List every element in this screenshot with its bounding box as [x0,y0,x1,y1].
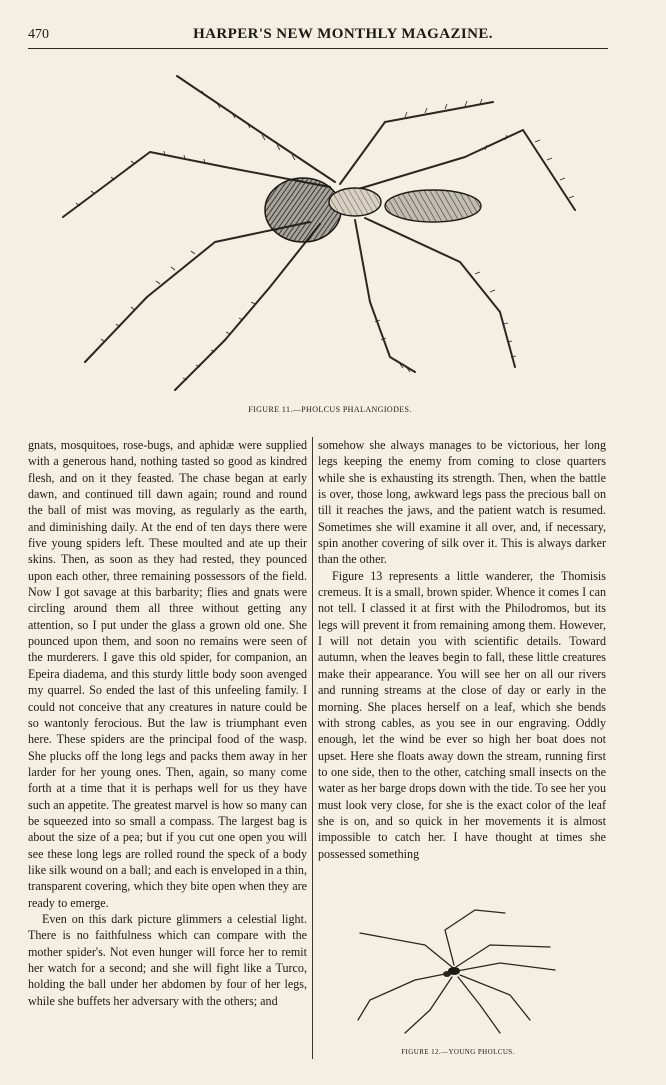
running-head: HARPER'S NEW MONTHLY MAGAZINE. [193,26,493,42]
right-text-column [318,437,606,899]
left-paragraph-1: gnats, mosquitoes, rose-bugs, and aphidæ were supplied with a generous hand, nothing tasted so good as kindred flesh, and on it they feasted. The chase began at early dawn, and continued till dawn again; round and round the ball of mist was moving, as regularly as the earth, and diminishing daily. At the end of ten days there were five young spiders left. These moulted and ate up their skins. Then, as soon as they had rested, they pounced upon each other, three remaining possessors of the field. Now I got savage at this barbarity; flies and gnats were circling around them all three without getting any attention, so I put under the glass a grown old one. She pounced upon them, and soon no remains were seen of the murderers. I gave this old spider, for companion, an Epeira diadema, and this sturdy little body soon avenged my quarrel. So ended the last of this unfeeling family. I could not conceive that any creatures in nature could be so wantonly ferocious. But the law is triumphant even here. These spiders are the principal food of the wasp. She plucks off the long legs and packs them away in her larder for her young ones. Then, again, so many come forth at a time that it is perhaps well for us they have such an appetite. The greatest marvel is how so many can be squeezed into so small a compass. The largest bag is about the size of a pea; but if you cut one open you will see these long legs are rolled round the speck of a body like silk wound on a ball; and each is enveloped in a thin, transparent covering, which they bite open when they are ready to emerge. [28,438,307,910]
figure-11-caption: FIGURE 11.—PHOLCUS PHALANGIODES. [248,405,412,414]
left-paragraph-2: Even on this dark picture glimmers a celestial light. There is no faithfulness which can compare with the mother spider's. Not even hunger will force her to remit her watch for a second; and she will fight like a Turco, holding the ball under her abdomen by four of her legs, while she buffets her adversary with the others; and [28,911,307,1008]
column-divider [312,437,313,1059]
young-pholcus-engraving [350,905,560,1035]
page-number: 470 [28,27,49,42]
figure-11-illustration [55,72,585,397]
figure-12-caption: FIGURE 12.—YOUNG PHOLCUS. [401,1048,515,1056]
right-paragraph-2: Figure 13 represents a little wanderer, the Thomisis cremeus. It is a small, brown spider. Whence it comes I can not tell. I classed it at first with the Philodromos, but its legs will prevent it from remaining among them. However, I will not detain you with scientific details. Toward autumn, when the leaves begin to fall, these little creatures make their appearance. You will see her on all our rivers and running streams at the close of day or early in the morning. She places herself on a leaf, which she bends with strong cables, as you see in our engraving. Oddly enough, let the wind be ever so high her boat does not upset. Here she floats away down the stream, running first to one side, then to the other, catching small insects on the water as her barge drops down with the tide. To see her you must look very close, for she is the exact color of the leaf she is on, and so quick in her movements it is almost impossible to catch her. I have thought at times she possessed something [318,568,606,861]
figure-12-illustration [350,905,560,1035]
left-text-column [28,437,307,1061]
page-header [28,24,608,49]
right-paragraph-1: somehow she always manages to be victorious, her long legs keeping the enemy from coming to close quarters while she is exhausting its strength. Then, when the battle is over, those long, awkward legs pass the precious ball on till it reaches the jaws, and the patient watch is resumed. Sometimes she will examine it all over, and, if necessary, spin another covering of silk over it. This is always darker than the other. [318,438,606,567]
pholcus-spider-engraving [55,72,585,397]
